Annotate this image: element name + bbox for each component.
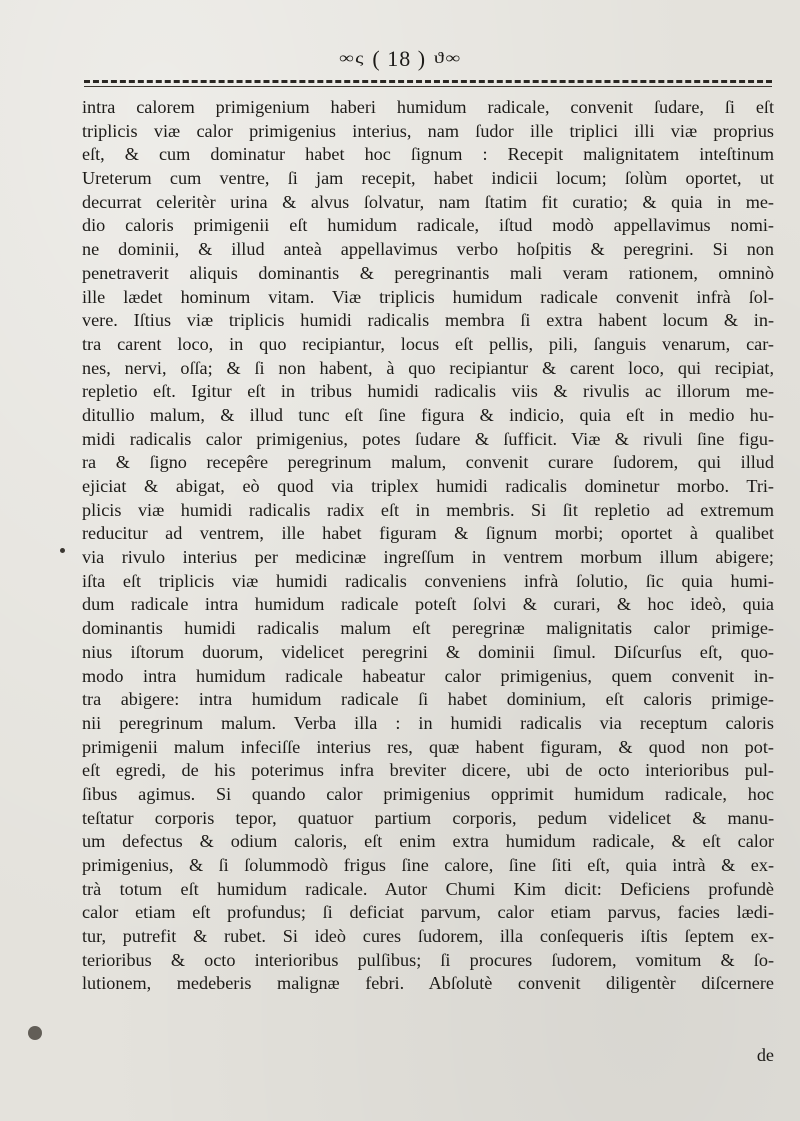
text-line: repletio eſt. Igitur eſt in tribus humidi radicalis viis & rivulis ac illorum me- bbox=[82, 381, 774, 402]
text-line: reducitur ad ventrem, ille habet figuram & ſignum morbi; oportet à qualibet bbox=[82, 523, 774, 544]
text-line: midi radicalis calor primigenius, potes ſudare & ſufficit. Viæ & rivuli ſine figu- bbox=[82, 428, 774, 449]
text-line: via rivulo interius per medicinæ ingreſſum in ventrem morbum illum abigere; bbox=[82, 547, 774, 568]
text-line: intra calorem primigenium haberi humidum radicale, convenit ſudare, ſi eſt bbox=[82, 97, 774, 117]
text-line: dum radicale intra humidum radicale poteſt ſolvi & curari, & hoc ideò, quia bbox=[82, 594, 774, 615]
text-line: eſt egredi, de his poterimus infra breviter dicere, ubi de octo interioribus pul- bbox=[82, 760, 774, 781]
right-ornament: ϑ∞ bbox=[433, 49, 462, 67]
text-line: decurrat celeritèr urina & alvus ſolvatur, nam ſtatim fit curatio; & quia in me- bbox=[82, 191, 774, 212]
text-line: ſibus agimus. Si quando calor primigenius opprimit humidum radicale, hoc bbox=[82, 783, 774, 804]
left-ornament: ∞ς bbox=[339, 49, 365, 67]
text-line: eſt, & cum dominatur habet hoc ſignum : Recepit malignitatem inteſtinum bbox=[82, 144, 774, 165]
text-line: ra & ſigno recepêre peregrinum malum, convenit curare ſudorem, qui illud bbox=[82, 452, 774, 473]
text-line: nes, nervi, oſſa; & ſi non habent, à quo recipiantur & carent loco, qui recipiat, bbox=[82, 357, 774, 378]
text-line: dio caloris primigenii eſt humidum radicale, iſtud modò appellavimus nomi- bbox=[82, 215, 774, 236]
text-line: primigenius, & ſi ſolummodò frigus ſine calore, ſine ſiti eſt, quia intrà & ex- bbox=[82, 855, 774, 875]
text-line: tra abigere: intra humidum radicale ſi habet dominium, eſt caloris primige- bbox=[82, 689, 774, 710]
page-header bbox=[0, 44, 800, 72]
text-line: Ureterum cum ventre, ſi jam recepit, habet indicii locum; ſolùm oportet, ut bbox=[82, 168, 774, 189]
text-line: dominantis humidi radicalis malum eſt peregrinæ malignitatis calor primige- bbox=[82, 618, 774, 639]
text-line: um defectus & odium caloris, eſt enim extra humidum radicale, & eſt calor bbox=[82, 831, 774, 852]
text-line: nius iſtorum duorum, videlicet peregrini & dominii ſimul. Diſcurſus eſt, quo- bbox=[82, 641, 774, 662]
text-line: iſta eſt triplicis viæ humidi radicalis conveniens infrà ſolutio, ſic quia humi- bbox=[82, 570, 774, 591]
text-line: tra carent loco, in quo recipiantur, locus eſt pellis, pili, ſanguis venarum, car- bbox=[82, 333, 774, 354]
text-line: ditullio malum, & illud tunc eſt ſine figura & indicio, quia eſt in medio hu- bbox=[82, 404, 774, 425]
body-text bbox=[82, 96, 774, 996]
text-line: ne dominii, & illud anteà appellavimus verbo hoſpitis & peregrini. Si non bbox=[82, 239, 774, 260]
text-line: nii peregrinum malum. Verba illa : in humidi radicalis via receptum caloris bbox=[82, 712, 774, 733]
text-line: trà totum eſt humidum radicale. Autor Chumi Kim dicit: Deficiens profundè bbox=[82, 878, 774, 899]
text-line: calor etiam eſt profundus; ſi deficiat parvum, calor etiam parvus, facies lædi- bbox=[82, 902, 774, 923]
catchword: de bbox=[756, 1045, 774, 1065]
header-rule-thin bbox=[84, 86, 772, 87]
text-line: modo intra humidum radicale habeatur calor primigenius, quem convenit in- bbox=[82, 665, 774, 686]
page-number: ( 18 ) bbox=[372, 45, 427, 71]
text-line: ejiciat & abigat, eò quod via triplex humidi radicalis dominetur morbo. Tri- bbox=[82, 476, 774, 496]
text-line: plicis viæ humidi radicalis radix eſt in membris. Si ſit repletio ad extremum bbox=[82, 499, 774, 520]
text-line: terioribus & octo interioribus pulſibus; ſi procures ſudorem, vomitum & ſo- bbox=[82, 949, 774, 970]
text-line: vere. Iſtius viæ triplicis humidi radicalis membra ſi extra habent locum & in- bbox=[82, 310, 774, 331]
text-line: lutionem, medeberis malignæ febri. Abſolutè convenit diligentèr diſcernere bbox=[82, 973, 774, 994]
header-rule bbox=[84, 80, 772, 83]
ink-blot bbox=[28, 1026, 42, 1040]
text-line: triplicis viæ calor primigenius interius, nam ſudor ille triplici illi viæ proprius bbox=[82, 120, 774, 141]
text-line: teſtatur corporis tepor, quatuor partium corporis, pedum videlicet & manu- bbox=[82, 807, 774, 828]
text-line: penetraverit aliquis dominantis & peregrinantis mali veram rationem, omninò bbox=[82, 262, 774, 283]
text-line: ille lædet hominum vitam. Viæ triplicis humidum radicale convenit infrà ſol- bbox=[82, 286, 774, 307]
text-line: tur, putrefit & rubet. Si ideò cures ſudorem, illa conſequeris iſtis ſeptem ex- bbox=[82, 926, 774, 947]
ink-speck bbox=[60, 548, 65, 553]
text-line: primigenii malum infeciſſe interius res, quæ habent figuram, & quod non pot- bbox=[82, 736, 774, 757]
